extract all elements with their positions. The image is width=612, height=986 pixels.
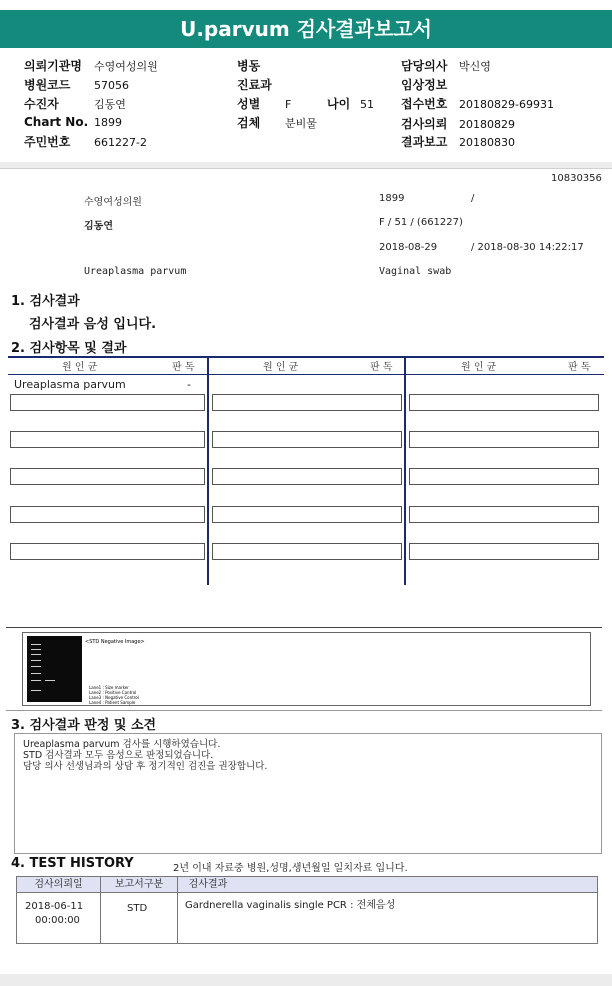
report-date-row bbox=[401, 133, 515, 150]
report-date-value: 20180830 bbox=[459, 136, 515, 149]
hospital-code-value: 57056 bbox=[94, 79, 129, 92]
sex-age-row bbox=[237, 95, 374, 112]
col-header-result: 판 독 bbox=[172, 362, 195, 373]
history-row-date: 2018-06-11 bbox=[25, 901, 84, 912]
summary-date-request: 2018-08-29 bbox=[379, 242, 438, 253]
result-pathogen: Ureaplasma parvum bbox=[14, 378, 126, 391]
history-table-header bbox=[17, 877, 597, 893]
history-col-date: 검사의뢰일 bbox=[34, 879, 83, 890]
report-title: U.parvum 검사결과보고서 bbox=[0, 10, 612, 48]
gel-band bbox=[31, 649, 41, 650]
section4-title: 4. TEST HISTORY bbox=[11, 856, 134, 871]
receipt-row bbox=[401, 95, 554, 112]
resident-row bbox=[24, 133, 147, 150]
col-header-result: 판 독 bbox=[370, 362, 393, 373]
ward-label: 병동 bbox=[237, 59, 261, 73]
doctor-label: 담당의사 bbox=[401, 59, 448, 73]
doctor-value: 박신영 bbox=[459, 60, 491, 73]
gel-band bbox=[31, 660, 41, 661]
patient-row bbox=[24, 95, 126, 112]
divider-line bbox=[0, 168, 612, 169]
empty-result-cell bbox=[10, 431, 205, 448]
history-row-type: STD bbox=[127, 903, 148, 914]
report-date-label: 결과보고 bbox=[401, 135, 448, 149]
empty-result-cell bbox=[10, 506, 205, 523]
empty-result-cell bbox=[10, 543, 205, 560]
history-col-divider bbox=[177, 877, 178, 943]
resident-label: 주민번호 bbox=[24, 135, 71, 149]
result-grid-header-border bbox=[8, 374, 604, 375]
col-header-pathogen: 원 인 균 bbox=[461, 362, 497, 373]
document-id: 10830356 bbox=[551, 173, 602, 184]
opinion-line: 담당 의사 선생님과의 상담 후 정기적인 검진을 권장합니다. bbox=[23, 761, 268, 772]
section1-text: 검사결과 음성 입니다. bbox=[29, 317, 157, 332]
age-label: 나이 bbox=[327, 97, 351, 111]
sex-value: F bbox=[285, 98, 292, 111]
institution-label: 의뢰기관명 bbox=[24, 59, 82, 73]
specimen-row bbox=[237, 114, 317, 131]
gel-electrophoresis-image bbox=[27, 636, 82, 702]
gel-legend-item: Lane3 : Negative Control bbox=[89, 695, 139, 700]
col-header-pathogen: 원 인 균 bbox=[62, 362, 98, 373]
empty-result-cell bbox=[212, 394, 402, 411]
empty-result-cell bbox=[212, 468, 402, 485]
result-value: - bbox=[187, 378, 191, 391]
result-grid-top-border bbox=[8, 356, 604, 358]
gel-band bbox=[45, 680, 55, 681]
gel-image bbox=[22, 632, 591, 706]
opinion-line: STD 검사결과 모두 음성으로 판정되었습니다. bbox=[23, 750, 214, 761]
empty-result-cell bbox=[10, 468, 205, 485]
gel-band bbox=[31, 673, 41, 674]
gel-image-label: <STD Negative Image> bbox=[85, 639, 145, 645]
gel-band bbox=[31, 654, 41, 655]
chart-row bbox=[24, 115, 122, 129]
summary-date-report: / 2018-08-30 14:22:17 bbox=[471, 242, 584, 253]
gel-band bbox=[31, 690, 41, 691]
clinical-label: 임상정보 bbox=[401, 78, 448, 92]
specimen-label: 검체 bbox=[237, 116, 261, 130]
history-row-time: 00:00:00 bbox=[35, 915, 80, 926]
receipt-label: 접수번호 bbox=[401, 97, 448, 111]
ward-row bbox=[237, 57, 260, 74]
chart-value: 1899 bbox=[94, 116, 122, 129]
summary-institution: 수영여성의원 bbox=[84, 197, 142, 208]
age-value: 51 bbox=[360, 98, 374, 111]
institution-value: 수영여성의원 bbox=[94, 60, 158, 73]
receipt-value: 20180829-69931 bbox=[459, 98, 554, 111]
section3-title: 3. 검사결과 판정 및 소견 bbox=[11, 718, 157, 733]
specimen-value: 분비물 bbox=[285, 117, 317, 130]
gel-legend-item: Lane1 : Size marker bbox=[89, 685, 129, 690]
history-col-type: 보고서구분 bbox=[114, 879, 164, 890]
section1-title: 1. 검사결과 bbox=[11, 294, 80, 309]
summary-specimen: Vaginal swab bbox=[379, 266, 452, 277]
summary-slash: / bbox=[471, 193, 475, 204]
empty-result-cell bbox=[212, 543, 402, 560]
gel-legend-item: Lane2 : Positive Control bbox=[89, 690, 137, 695]
clinical-row bbox=[401, 76, 447, 93]
empty-result-cell bbox=[10, 394, 205, 411]
gel-band bbox=[31, 666, 41, 667]
patient-label: 수진자 bbox=[24, 97, 59, 111]
history-col-result: 검사결과 bbox=[188, 879, 228, 890]
resident-value: 661227-2 bbox=[94, 136, 147, 149]
empty-result-cell bbox=[212, 431, 402, 448]
empty-result-cell bbox=[409, 506, 599, 523]
empty-result-cell bbox=[212, 506, 402, 523]
history-col-divider bbox=[100, 877, 101, 943]
opinion-line: Ureaplasma parvum 검사를 시행하였습니다. bbox=[23, 739, 221, 750]
col-header-pathogen: 원 인 균 bbox=[263, 362, 299, 373]
institution-row bbox=[24, 57, 158, 74]
chart-label: Chart No. bbox=[24, 115, 89, 129]
summary-sex-age: F / 51 / (661227) bbox=[379, 217, 463, 228]
department-label: 진료과 bbox=[237, 78, 272, 92]
history-table bbox=[16, 876, 598, 944]
request-value: 20180829 bbox=[459, 118, 515, 131]
opinion-box bbox=[14, 733, 602, 854]
department-row bbox=[237, 76, 272, 93]
empty-result-cell bbox=[409, 468, 599, 485]
hospital-code-row bbox=[24, 76, 129, 93]
request-row bbox=[401, 115, 515, 132]
gel-band bbox=[31, 680, 41, 681]
hospital-code-label: 병원코드 bbox=[24, 78, 71, 92]
sex-label: 성별 bbox=[237, 97, 261, 111]
patient-value: 김동연 bbox=[94, 98, 126, 111]
empty-result-cell bbox=[409, 543, 599, 560]
summary-chart: 1899 bbox=[379, 193, 405, 204]
empty-result-cell bbox=[409, 431, 599, 448]
history-row-result: Gardnerella vaginalis single PCR : 전체음성 bbox=[185, 900, 396, 911]
summary-patient: 김동연 bbox=[84, 221, 113, 232]
empty-result-cell bbox=[409, 394, 599, 411]
history-note: 2년 이내 자료중 병원,성명,생년월일 일치자료 입니다. bbox=[173, 863, 408, 874]
result-grid-divider bbox=[207, 357, 209, 585]
gel-band bbox=[31, 644, 41, 645]
gel-legend-item: Lane4 : Patient Sample bbox=[89, 700, 136, 705]
col-header-result: 판 독 bbox=[568, 362, 591, 373]
result-grid-divider bbox=[404, 357, 406, 585]
request-label: 검사의뢰 bbox=[401, 117, 448, 131]
doctor-row bbox=[401, 57, 491, 74]
summary-test-name: Ureaplasma parvum bbox=[84, 266, 187, 277]
section2-title: 2. 검사항목 및 결과 bbox=[11, 341, 127, 356]
bottom-band bbox=[0, 974, 612, 986]
